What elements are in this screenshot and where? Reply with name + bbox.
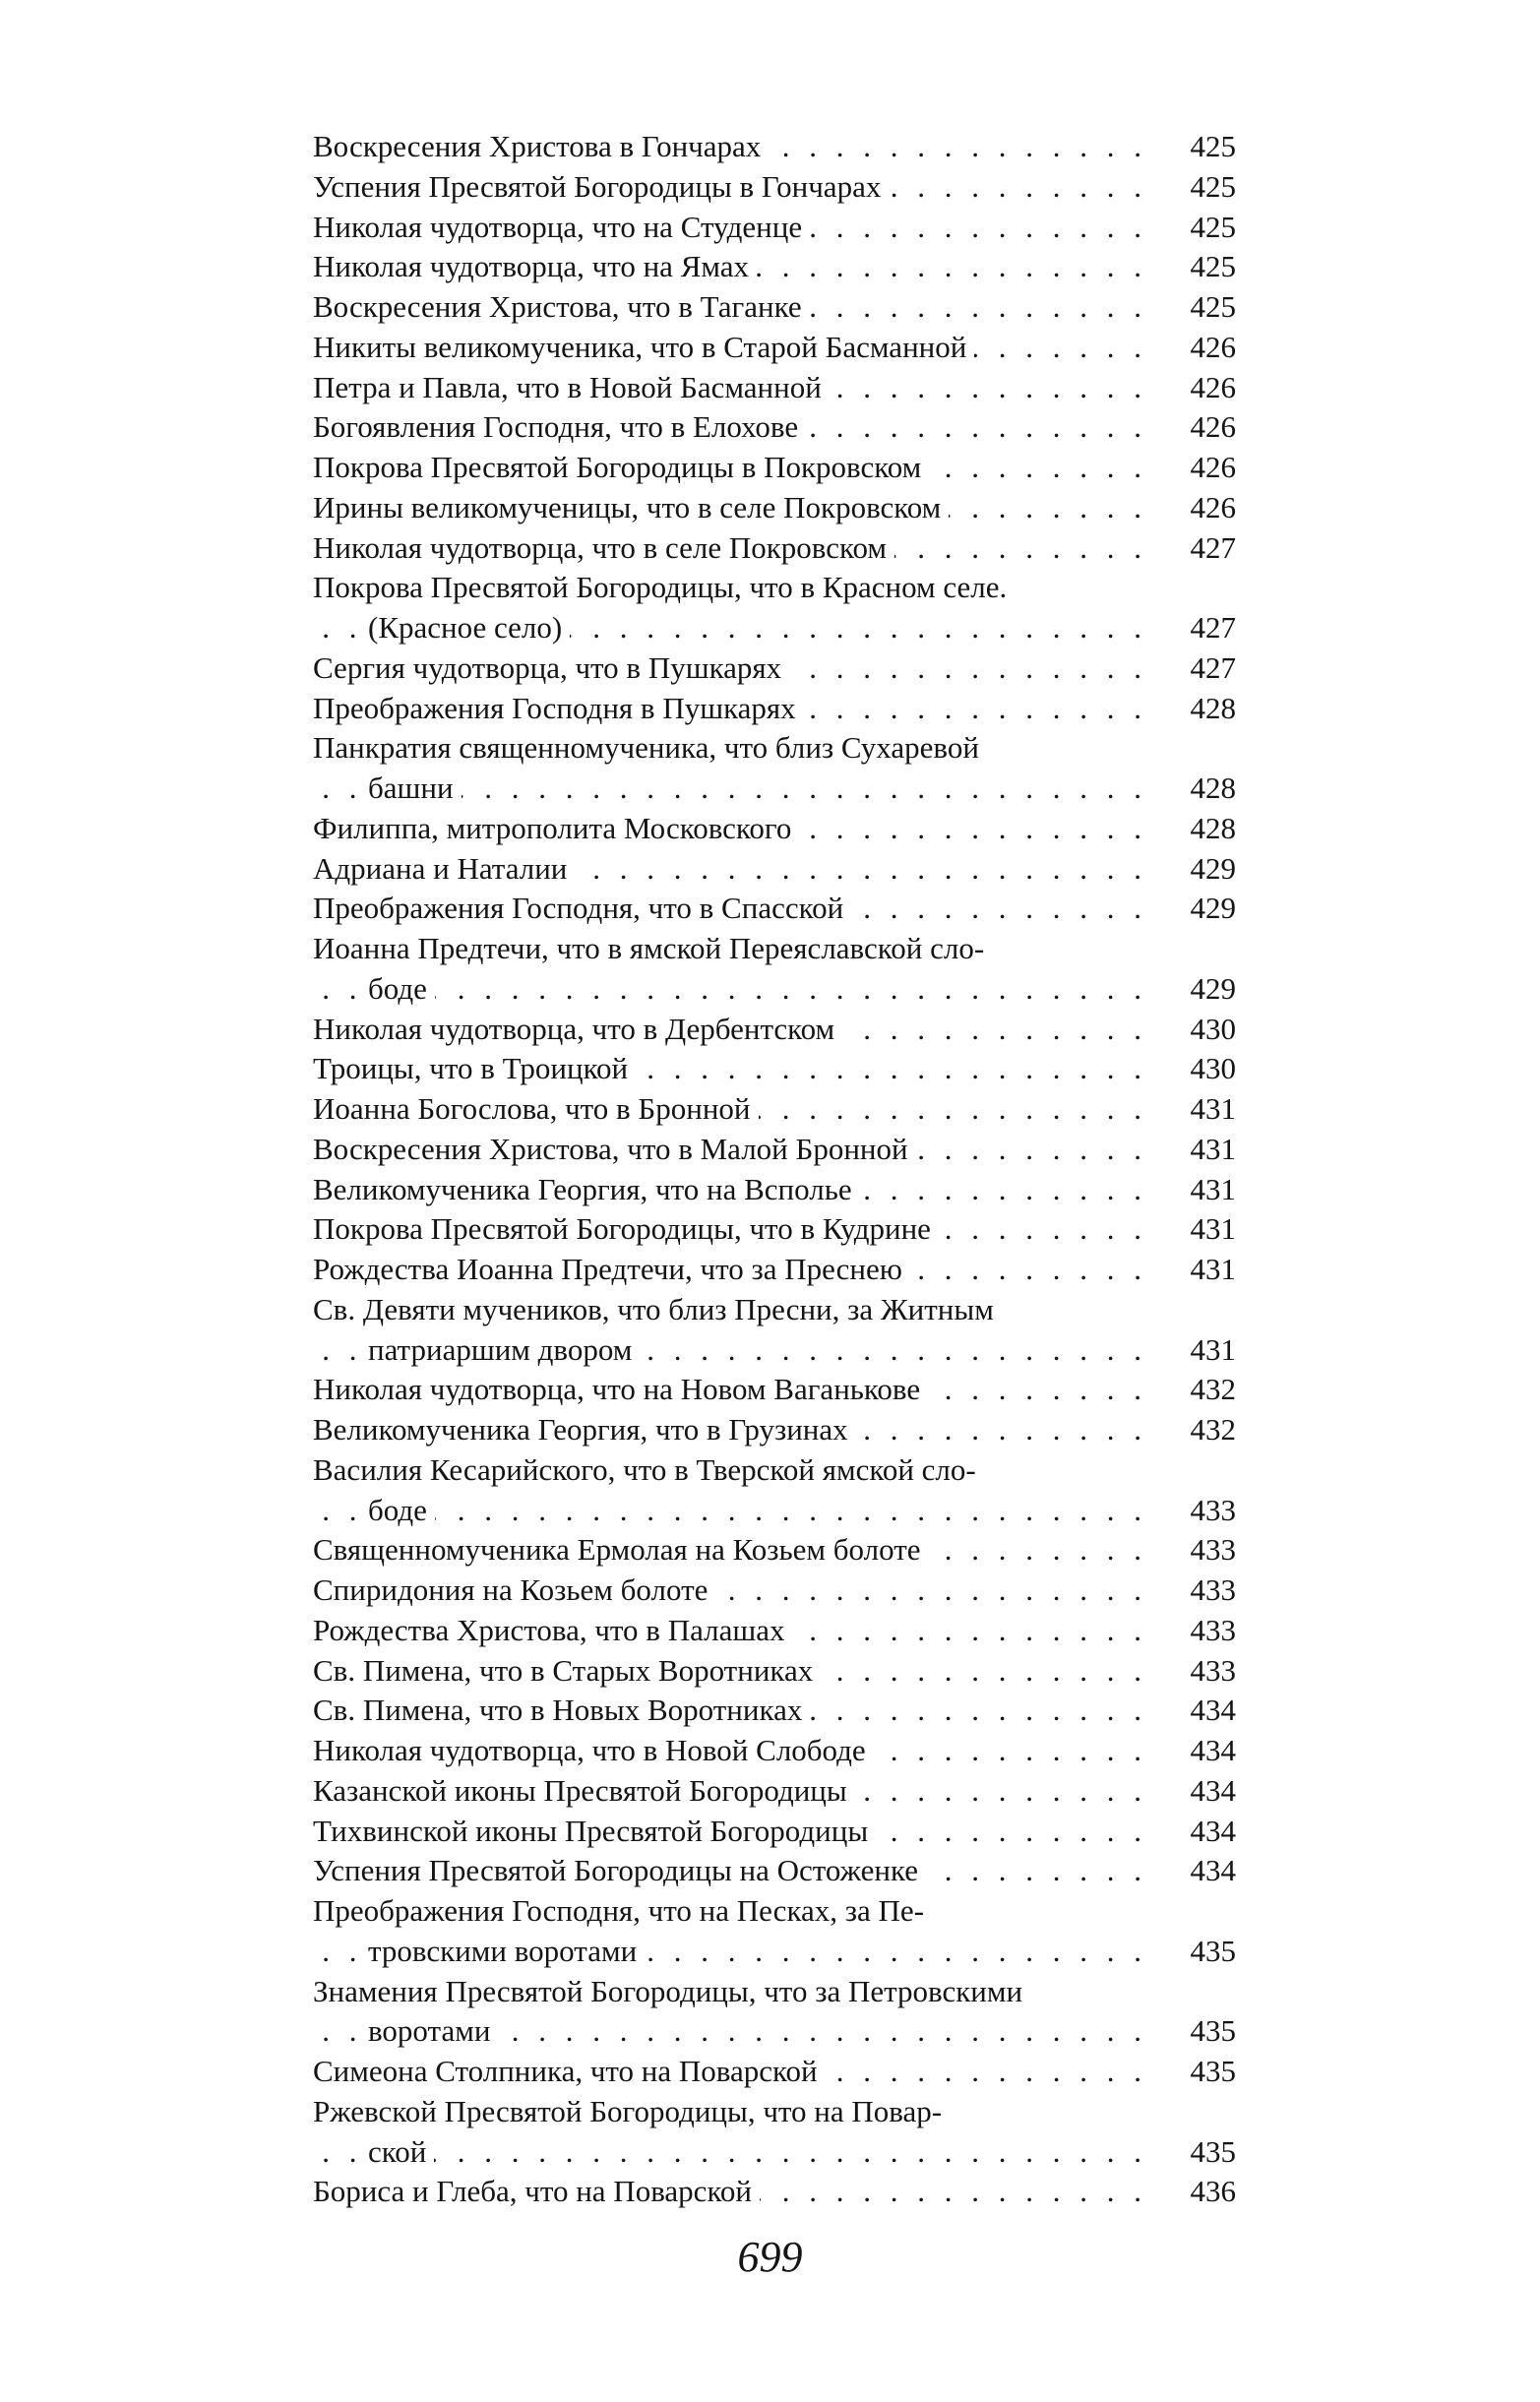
toc-entry-page: 433 bbox=[1157, 1651, 1236, 1692]
toc-entry-page: 425 bbox=[1157, 167, 1236, 208]
toc-entry-text: Спиридония на Козьем болоте bbox=[313, 1572, 715, 1607]
toc-entry-title bbox=[313, 1290, 1236, 1330]
toc-entry bbox=[313, 208, 1236, 248]
toc-entry-page: 430 bbox=[1157, 1010, 1236, 1050]
toc-entry-title bbox=[313, 328, 1236, 368]
toc-entry-text: Знамения Пресвятой Богородицы, что за Петровскими bbox=[313, 1974, 1030, 2008]
toc-entry bbox=[313, 2052, 1236, 2092]
toc-entry-title-continuation bbox=[313, 1932, 1236, 1972]
toc-entry-title bbox=[313, 1691, 1236, 1731]
toc-entry-page: 428 bbox=[1157, 769, 1236, 809]
toc-entry-page: 432 bbox=[1157, 1410, 1236, 1450]
toc-entry-title bbox=[313, 287, 1236, 328]
toc-entry-text: Сергия чудотворца, что в Пушкарях bbox=[313, 650, 789, 685]
toc-entry-title bbox=[313, 2052, 1236, 2092]
toc-entry-text: Василия Кесарийского, что в Тверской ямской сло- bbox=[313, 1452, 984, 1487]
toc-entry bbox=[313, 689, 1236, 729]
toc-entry bbox=[313, 1250, 1236, 1290]
toc-entry-text: Николая чудотворца, что на Студенце bbox=[313, 210, 810, 244]
table-of-contents bbox=[313, 127, 1236, 2212]
toc-entry-title-continuation bbox=[313, 608, 1236, 648]
toc-entry-page: 431 bbox=[1157, 1170, 1236, 1210]
page-number: 699 bbox=[737, 2233, 803, 2281]
toc-entry bbox=[313, 2172, 1236, 2212]
toc-entry-title bbox=[313, 1771, 1236, 1812]
toc-entry-title bbox=[313, 208, 1236, 248]
toc-entry-text: Симеона Столпника, что на Поварской bbox=[313, 2054, 826, 2088]
toc-entry bbox=[313, 1651, 1236, 1692]
toc-entry bbox=[313, 1010, 1236, 1050]
toc-entry-page: 432 bbox=[1157, 1370, 1236, 1410]
toc-entry-page: 435 bbox=[1157, 1932, 1236, 1972]
toc-entry-text: Воскресения Христова, что в Таганке bbox=[313, 289, 810, 324]
toc-entry-text: Священномученика Ермолая на Козьем болоте bbox=[313, 1532, 929, 1567]
toc-entry-text: Петра и Павла, что в Новой Басманной bbox=[313, 370, 830, 404]
toc-entry-page: 433 bbox=[1157, 1611, 1236, 1651]
toc-entry-text: Покрова Пресвятой Богородицы в Покровском bbox=[313, 450, 929, 484]
toc-entry-page: 427 bbox=[1157, 648, 1236, 689]
toc-entry-title bbox=[313, 1250, 1236, 1290]
toc-entry bbox=[313, 728, 1236, 809]
toc-entry-text: Покрова Пресвятой Богородицы, что в Кудрине bbox=[313, 1211, 939, 1246]
toc-entry-title bbox=[313, 1049, 1236, 1089]
toc-entry-text: воротами bbox=[368, 2013, 498, 2048]
toc-entry-title-continuation bbox=[313, 2011, 1236, 2052]
toc-entry-text: Николая чудотворца, что в Новой Слободе bbox=[313, 1733, 874, 1767]
toc-entry bbox=[313, 488, 1236, 528]
toc-entry-text: Иоанна Предтечи, что в ямской Переяславской сло- bbox=[313, 931, 992, 965]
toc-entry-page: 434 bbox=[1157, 1731, 1236, 1771]
toc-entry-page: 427 bbox=[1157, 528, 1236, 569]
toc-entry bbox=[313, 849, 1236, 890]
toc-entry-page: 428 bbox=[1157, 689, 1236, 729]
toc-entry-text: Иоанна Богослова, что в Бронной bbox=[313, 1091, 759, 1126]
toc-entry bbox=[313, 167, 1236, 208]
toc-entry-page: 428 bbox=[1157, 809, 1236, 849]
toc-entry bbox=[313, 448, 1236, 488]
toc-entry-title bbox=[313, 1812, 1236, 1852]
toc-entry-title-continuation bbox=[313, 1330, 1236, 1371]
toc-entry-page: 431 bbox=[1157, 1209, 1236, 1250]
toc-entry bbox=[313, 1812, 1236, 1852]
toc-entry-page: 425 bbox=[1157, 287, 1236, 328]
toc-entry-text: Преображения Господня, что в Спасской bbox=[313, 891, 851, 925]
toc-entry-title bbox=[313, 1010, 1236, 1050]
toc-entry-title bbox=[313, 809, 1236, 849]
toc-entry-title bbox=[313, 167, 1236, 208]
toc-entry-title bbox=[313, 2172, 1236, 2212]
toc-entry bbox=[313, 1530, 1236, 1571]
toc-entry-title bbox=[313, 1731, 1236, 1771]
toc-entry bbox=[313, 287, 1236, 328]
toc-entry bbox=[313, 1611, 1236, 1651]
toc-entry-page: 435 bbox=[1157, 2011, 1236, 2052]
toc-entry-title bbox=[313, 1170, 1236, 1210]
toc-entry-text: Рождества Христова, что в Палашах bbox=[313, 1613, 792, 1647]
toc-entry bbox=[313, 1049, 1236, 1089]
toc-entry-page: 434 bbox=[1157, 1771, 1236, 1812]
toc-entry bbox=[313, 648, 1236, 689]
toc-entry-text: Преображения Господня в Пушкарях bbox=[313, 691, 804, 725]
toc-entry-text: Адриана и Наталии bbox=[313, 851, 575, 886]
toc-entry-text: Рождества Иоанна Предтечи, что за Преснею bbox=[313, 1252, 910, 1286]
toc-entry-title bbox=[313, 488, 1236, 528]
toc-entry-page: 430 bbox=[1157, 1049, 1236, 1089]
toc-entry-text: Богоявления Господня, что в Елохове bbox=[313, 409, 806, 444]
toc-entry-text: Великомученика Георгия, что на Всполье bbox=[313, 1172, 860, 1206]
toc-entry-page: 433 bbox=[1157, 1530, 1236, 1571]
toc-entry-title bbox=[313, 1972, 1236, 2012]
toc-entry-title bbox=[313, 1571, 1236, 1611]
toc-entry-title bbox=[313, 528, 1236, 569]
toc-entry-text: Преображения Господня, что на Песках, за Пе- bbox=[313, 1893, 932, 1928]
toc-entry-title bbox=[313, 728, 1236, 769]
toc-entry-title bbox=[313, 1851, 1236, 1891]
toc-entry-text: тровскими воротами bbox=[368, 1934, 645, 1968]
toc-entry-title bbox=[313, 448, 1236, 488]
toc-entry-text: (Красное село) bbox=[368, 610, 570, 645]
toc-entry-title-continuation bbox=[313, 969, 1236, 1010]
toc-entry-title bbox=[313, 1651, 1236, 1692]
toc-entry-page: 426 bbox=[1157, 368, 1236, 408]
toc-entry bbox=[313, 1370, 1236, 1410]
toc-entry-title-continuation bbox=[313, 2132, 1236, 2173]
toc-entry-page: 429 bbox=[1157, 849, 1236, 890]
toc-entry-title-continuation bbox=[313, 1491, 1236, 1531]
toc-entry-text: Казанской иконы Пресвятой Богородицы bbox=[313, 1773, 855, 1808]
toc-entry bbox=[313, 1771, 1236, 1812]
toc-entry-page: 429 bbox=[1157, 969, 1236, 1010]
toc-entry-text: патриаршим двором bbox=[368, 1332, 640, 1367]
toc-entry-text: Великомученика Георгия, что в Грузинах bbox=[313, 1412, 856, 1447]
toc-entry-title bbox=[313, 1130, 1236, 1170]
toc-entry bbox=[313, 1209, 1236, 1250]
toc-entry-text: Николая чудотворца, что на Ямах bbox=[313, 249, 757, 283]
toc-entry-text: Воскресения Христова в Гончарах bbox=[313, 129, 769, 163]
toc-entry-text: Св. Пимена, что в Старых Воротниках bbox=[313, 1653, 821, 1688]
toc-entry-title bbox=[313, 929, 1236, 969]
toc-entry-text: Николая чудотворца, что в Дербентском bbox=[313, 1012, 842, 1046]
toc-entry-text: башни bbox=[368, 770, 462, 805]
toc-entry-text: Николая чудотворца, что на Новом Ваганькове bbox=[313, 1372, 928, 1406]
toc-entry-text: боде bbox=[368, 1493, 435, 1527]
toc-entry-page: 431 bbox=[1157, 1330, 1236, 1371]
toc-entry bbox=[313, 407, 1236, 448]
toc-entry-title bbox=[313, 368, 1236, 408]
toc-entry-page: 435 bbox=[1157, 2052, 1236, 2092]
toc-entry bbox=[313, 929, 1236, 1010]
toc-entry bbox=[313, 328, 1236, 368]
toc-entry-text: Успения Пресвятой Богородицы на Остоженке bbox=[313, 1853, 926, 1887]
toc-entry bbox=[313, 1571, 1236, 1611]
toc-entry-title bbox=[313, 1209, 1236, 1250]
toc-entry-title bbox=[313, 889, 1236, 929]
toc-entry-title bbox=[313, 1370, 1236, 1410]
toc-entry-title bbox=[313, 689, 1236, 729]
toc-entry-text: Ржевской Пресвятой Богородицы, что на Повар- bbox=[313, 2094, 950, 2128]
toc-entry-title-continuation bbox=[313, 769, 1236, 809]
toc-entry-text: Николая чудотворца, что в селе Покровском bbox=[313, 530, 894, 565]
toc-entry bbox=[313, 127, 1236, 167]
toc-entry-text: Никиты великомученика, что в Старой Басманной bbox=[313, 330, 974, 364]
toc-entry-title bbox=[313, 1891, 1236, 1932]
toc-entry bbox=[313, 1450, 1236, 1531]
toc-entry-page: 426 bbox=[1157, 407, 1236, 448]
toc-entry-title bbox=[313, 247, 1236, 287]
toc-entry bbox=[313, 1731, 1236, 1771]
toc-entry-page: 433 bbox=[1157, 1491, 1236, 1531]
toc-entry bbox=[313, 809, 1236, 849]
toc-entry-page: 425 bbox=[1157, 208, 1236, 248]
toc-entry-title bbox=[313, 127, 1236, 167]
toc-entry-page: 425 bbox=[1157, 247, 1236, 287]
toc-entry-title bbox=[313, 849, 1236, 890]
toc-entry bbox=[313, 2092, 1236, 2173]
toc-entry-title bbox=[313, 1530, 1236, 1571]
toc-entry-title bbox=[313, 1611, 1236, 1651]
toc-entry-title bbox=[313, 1410, 1236, 1450]
toc-entry-text: Св. Пимена, что в Новых Воротниках bbox=[313, 1693, 810, 1727]
toc-entry-title bbox=[313, 648, 1236, 689]
toc-entry-page: 427 bbox=[1157, 608, 1236, 648]
toc-entry bbox=[313, 889, 1236, 929]
toc-entry-page: 426 bbox=[1157, 488, 1236, 528]
toc-entry-page: 429 bbox=[1157, 889, 1236, 929]
toc-entry-title bbox=[313, 568, 1236, 608]
toc-entry-page: 433 bbox=[1157, 1571, 1236, 1611]
toc-entry bbox=[313, 1691, 1236, 1731]
toc-entry-page: 434 bbox=[1157, 1851, 1236, 1891]
toc-entry-text: Успения Пресвятой Богородицы в Гончарах bbox=[313, 169, 889, 204]
toc-entry-page: 431 bbox=[1157, 1250, 1236, 1290]
toc-entry-title bbox=[313, 1450, 1236, 1491]
toc-entry-text: ской bbox=[368, 2134, 434, 2169]
toc-entry-title bbox=[313, 407, 1236, 448]
toc-entry-title bbox=[313, 1089, 1236, 1130]
toc-entry-text: Троицы, что в Троицкой bbox=[313, 1051, 636, 1085]
toc-entry-text: Панкратия священномученика, что близ Сухаревой bbox=[313, 730, 987, 765]
toc-entry-text: боде bbox=[368, 971, 435, 1006]
toc-entry-page: 426 bbox=[1157, 448, 1236, 488]
toc-entry-page: 435 bbox=[1157, 2132, 1236, 2173]
toc-entry-text: Ирины великомученицы, что в селе Покровском bbox=[313, 490, 949, 524]
toc-entry-text: Покрова Пресвятой Богородицы, что в Красном селе. bbox=[313, 570, 1015, 604]
toc-entry-page: 434 bbox=[1157, 1691, 1236, 1731]
toc-entry bbox=[313, 1170, 1236, 1210]
toc-entry-page: 436 bbox=[1157, 2172, 1236, 2212]
toc-entry bbox=[313, 528, 1236, 569]
toc-entry-page: 434 bbox=[1157, 1812, 1236, 1852]
toc-entry bbox=[313, 1089, 1236, 1130]
toc-entry bbox=[313, 568, 1236, 648]
toc-entry bbox=[313, 1851, 1236, 1891]
toc-entry bbox=[313, 1290, 1236, 1371]
toc-entry-text: Тихвинской иконы Пресвятой Богородицы bbox=[313, 1814, 876, 1848]
toc-entry-text: Св. Девяти мучеников, что близ Пресни, за Житным bbox=[313, 1292, 1002, 1326]
toc-entry-text: Бориса и Глеба, что на Поварской bbox=[313, 2174, 760, 2208]
toc-entry-text: Филиппа, митрополита Московского bbox=[313, 811, 799, 845]
toc-entry bbox=[313, 1130, 1236, 1170]
toc-entry bbox=[313, 368, 1236, 408]
toc-entry bbox=[313, 1891, 1236, 1972]
toc-entry bbox=[313, 1972, 1236, 2053]
toc-entry-page: 425 bbox=[1157, 127, 1236, 167]
toc-entry-page: 426 bbox=[1157, 328, 1236, 368]
toc-entry-page: 431 bbox=[1157, 1089, 1236, 1130]
toc-entry-title bbox=[313, 2092, 1236, 2132]
toc-entry bbox=[313, 247, 1236, 287]
toc-entry-page: 431 bbox=[1157, 1130, 1236, 1170]
toc-entry bbox=[313, 1410, 1236, 1450]
toc-entry-text: Воскресения Христова, что в Малой Бронной bbox=[313, 1132, 916, 1166]
